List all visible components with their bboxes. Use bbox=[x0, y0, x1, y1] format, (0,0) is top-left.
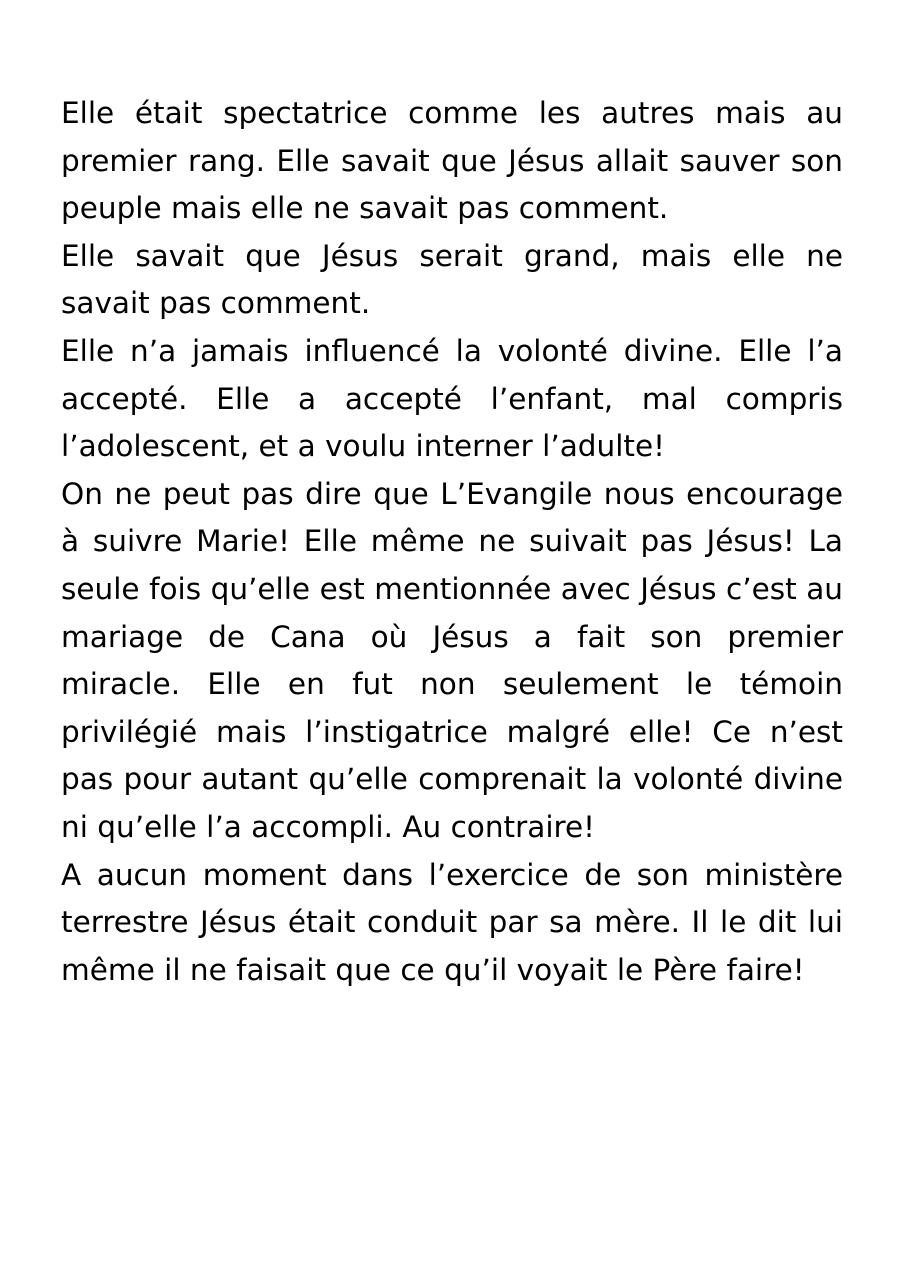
paragraph-2: Elle savait que Jésus serait grand, mais elle ne savait pas comment. bbox=[61, 238, 843, 321]
paragraph-1: Elle était spectatrice comme les autres mais au premier rang. Elle savait que Jésus allait sauver son peuple mais elle ne savait pas comment. bbox=[61, 96, 843, 226]
document-page bbox=[61, 90, 843, 994]
paragraph-5: A aucun moment dans l’exercice de son ministère terrestre Jésus était conduit par sa mère. Il le dit lui même il ne faisait que ce qu’il voyait le Père faire! bbox=[61, 857, 843, 987]
paragraph-3: Elle n’a jamais influencé la volonté divine. Elle l’a accepté. Elle a accepté l’enfant, mal compris l’adolescent, et a voulu interner l’adulte! bbox=[61, 333, 843, 464]
paragraph-4: On ne peut pas dire que L’Evangile nous encourage à suivre Marie! Elle même ne suivait pas Jésus! La seule fois qu’elle est mentionnée avec Jésus c’est au mariage de Cana où Jésus a fait son premier miracle. Elle en fut non seulement le témoin privilégié mais l’instigatrice malgré elle! Ce n’est pas pour autant qu’elle comprenait la volonté divine ni qu’elle l’a accompli. Au contraire! bbox=[61, 476, 843, 844]
